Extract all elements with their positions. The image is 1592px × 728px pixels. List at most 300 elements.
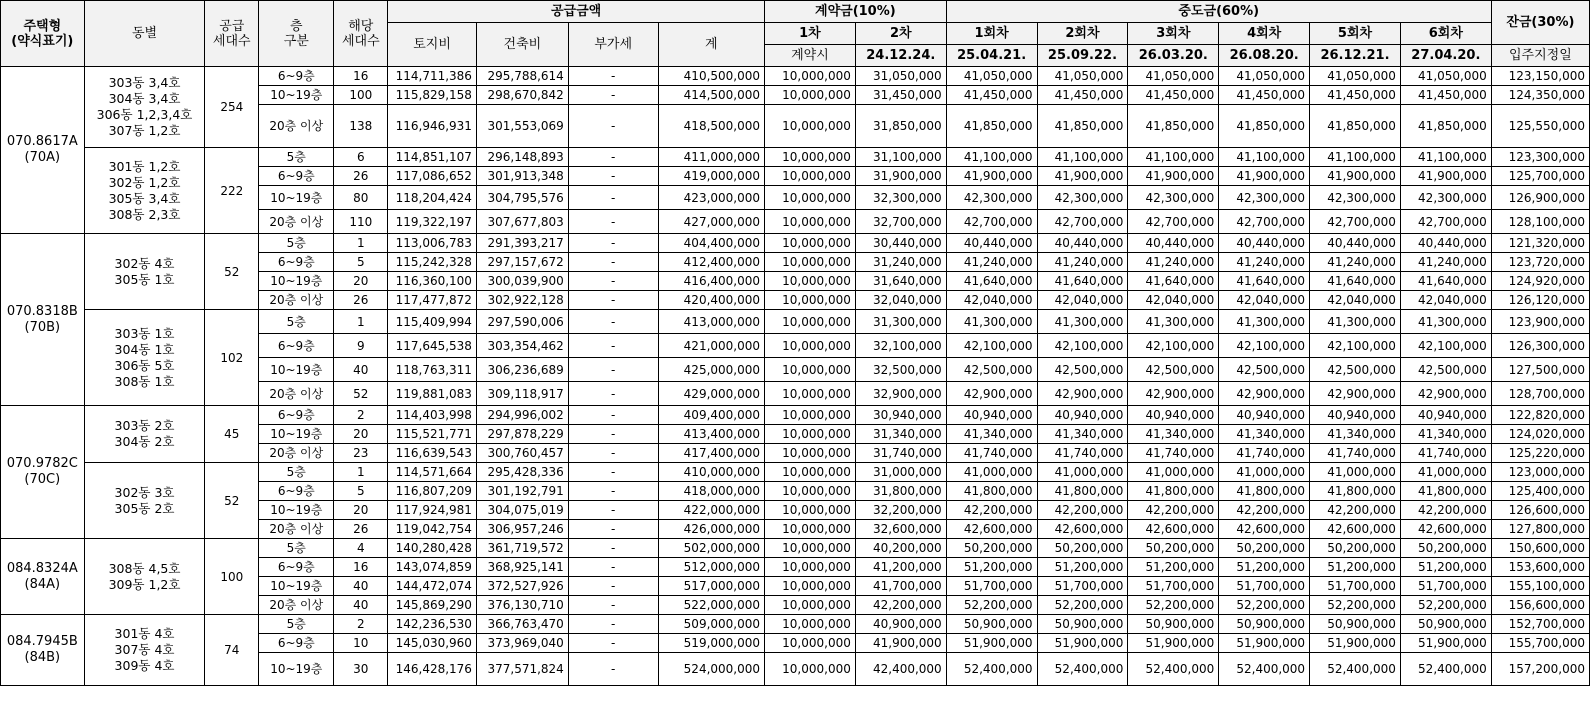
middle-round-1-cell: 41,740,000 bbox=[946, 444, 1037, 463]
floor-cell: 10~19층 bbox=[259, 425, 334, 444]
middle-round-1-cell: 41,300,000 bbox=[946, 310, 1037, 334]
middle-round-2-cell: 52,400,000 bbox=[1037, 653, 1128, 686]
header-middle-round-1: 1회차 bbox=[946, 23, 1037, 45]
floor-cell: 10~19층 bbox=[259, 653, 334, 686]
header-supply-price: 공급금액 bbox=[388, 1, 765, 23]
total-price-cell: 404,400,000 bbox=[658, 234, 764, 253]
header-total: 계 bbox=[658, 23, 764, 67]
deposit-1-cell: 10,000,000 bbox=[765, 253, 856, 272]
deposit-1-cell: 10,000,000 bbox=[765, 358, 856, 382]
land-cost-cell: 144,472,074 bbox=[388, 577, 477, 596]
header-units: 해당 세대수 bbox=[334, 1, 388, 67]
deposit-1-cell: 10,000,000 bbox=[765, 234, 856, 253]
middle-round-6-cell: 41,900,000 bbox=[1400, 167, 1491, 186]
floor-cell: 20층 이상 bbox=[259, 105, 334, 148]
middle-round-6-cell: 42,200,000 bbox=[1400, 501, 1491, 520]
middle-round-4-cell: 41,340,000 bbox=[1219, 425, 1310, 444]
table-row bbox=[1, 310, 1590, 334]
units-cell: 52 bbox=[334, 382, 388, 406]
deposit-2-cell: 32,200,000 bbox=[855, 501, 946, 520]
floor-cell: 20층 이상 bbox=[259, 520, 334, 539]
middle-round-1-cell: 52,200,000 bbox=[946, 596, 1037, 615]
units-cell: 26 bbox=[334, 291, 388, 310]
units-cell: 110 bbox=[334, 210, 388, 234]
deposit-2-cell: 40,900,000 bbox=[855, 615, 946, 634]
vat-cell: - bbox=[568, 444, 658, 463]
supply-units-cell: 222 bbox=[205, 148, 259, 234]
land-cost-cell: 114,571,664 bbox=[388, 463, 477, 482]
units-cell: 20 bbox=[334, 501, 388, 520]
total-price-cell: 410,500,000 bbox=[658, 67, 764, 86]
middle-round-5-cell: 41,100,000 bbox=[1310, 148, 1401, 167]
middle-round-5-cell: 51,900,000 bbox=[1310, 634, 1401, 653]
deposit-2-cell: 31,340,000 bbox=[855, 425, 946, 444]
dong-item: 309동 1,2호 bbox=[108, 576, 181, 592]
units-cell: 80 bbox=[334, 186, 388, 210]
middle-round-5-cell: 41,900,000 bbox=[1310, 167, 1401, 186]
middle-round-6-cell: 51,900,000 bbox=[1400, 634, 1491, 653]
middle-round-5-cell: 42,900,000 bbox=[1310, 382, 1401, 406]
floor-cell: 5층 bbox=[259, 234, 334, 253]
building-cost-cell: 366,763,470 bbox=[476, 615, 568, 634]
units-cell: 5 bbox=[334, 482, 388, 501]
middle-round-2-cell: 41,740,000 bbox=[1037, 444, 1128, 463]
total-price-cell: 522,000,000 bbox=[658, 596, 764, 615]
deposit-2-cell: 42,200,000 bbox=[855, 596, 946, 615]
middle-round-6-cell: 41,740,000 bbox=[1400, 444, 1491, 463]
middle-round-3-cell: 50,900,000 bbox=[1128, 615, 1219, 634]
land-cost-cell: 118,204,424 bbox=[388, 186, 477, 210]
floor-cell: 6~9층 bbox=[259, 67, 334, 86]
table-row bbox=[1, 148, 1590, 167]
supply-units-cell: 45 bbox=[205, 406, 259, 463]
middle-round-6-cell: 41,100,000 bbox=[1400, 148, 1491, 167]
land-cost-cell: 140,280,428 bbox=[388, 539, 477, 558]
building-cost-cell: 306,957,246 bbox=[476, 520, 568, 539]
units-cell: 26 bbox=[334, 520, 388, 539]
middle-round-1-cell: 50,900,000 bbox=[946, 615, 1037, 634]
deposit-1-cell: 10,000,000 bbox=[765, 186, 856, 210]
building-cost-cell: 300,760,457 bbox=[476, 444, 568, 463]
floor-cell: 5층 bbox=[259, 148, 334, 167]
floor-cell: 6~9층 bbox=[259, 482, 334, 501]
dong-item: 303동 1호 bbox=[114, 325, 175, 341]
middle-round-5-cell: 41,450,000 bbox=[1310, 86, 1401, 105]
floor-cell: 20층 이상 bbox=[259, 444, 334, 463]
vat-cell: - bbox=[568, 406, 658, 425]
balance-cell: 155,100,000 bbox=[1491, 577, 1589, 596]
land-cost-cell: 115,829,158 bbox=[388, 86, 477, 105]
building-cost-cell: 309,118,917 bbox=[476, 382, 568, 406]
middle-round-2-cell: 41,340,000 bbox=[1037, 425, 1128, 444]
balance-cell: 127,500,000 bbox=[1491, 358, 1589, 382]
building-cost-cell: 302,922,128 bbox=[476, 291, 568, 310]
middle-round-2-cell: 41,100,000 bbox=[1037, 148, 1128, 167]
dong-item: 304동 1호 bbox=[114, 341, 175, 357]
dong-item: 302동 4호 bbox=[114, 255, 175, 271]
building-cost-cell: 297,590,006 bbox=[476, 310, 568, 334]
deposit-2-cell: 31,240,000 bbox=[855, 253, 946, 272]
total-price-cell: 519,000,000 bbox=[658, 634, 764, 653]
middle-round-6-cell: 42,300,000 bbox=[1400, 186, 1491, 210]
middle-round-2-cell: 41,050,000 bbox=[1037, 67, 1128, 86]
deposit-1-cell: 10,000,000 bbox=[765, 210, 856, 234]
dong-item: 307동 1,2호 bbox=[108, 123, 181, 138]
middle-round-3-cell: 51,200,000 bbox=[1128, 558, 1219, 577]
middle-round-1-cell: 41,100,000 bbox=[946, 148, 1037, 167]
housing-type-cell bbox=[1, 615, 85, 686]
building-cost-cell: 368,925,141 bbox=[476, 558, 568, 577]
land-cost-cell: 117,924,981 bbox=[388, 501, 477, 520]
deposit-2-cell: 31,850,000 bbox=[855, 105, 946, 148]
deposit-2-cell: 41,200,000 bbox=[855, 558, 946, 577]
middle-round-5-cell: 41,340,000 bbox=[1310, 425, 1401, 444]
middle-round-2-cell: 51,200,000 bbox=[1037, 558, 1128, 577]
housing-type-label: 084.7945B bbox=[6, 634, 78, 649]
vat-cell: - bbox=[568, 291, 658, 310]
balance-cell: 123,300,000 bbox=[1491, 148, 1589, 167]
vat-cell: - bbox=[568, 425, 658, 444]
middle-round-5-cell: 42,040,000 bbox=[1310, 291, 1401, 310]
deposit-2-cell: 30,440,000 bbox=[855, 234, 946, 253]
vat-cell: - bbox=[568, 253, 658, 272]
middle-round-3-cell: 41,740,000 bbox=[1128, 444, 1219, 463]
middle-round-1-cell: 42,100,000 bbox=[946, 334, 1037, 358]
middle-round-4-cell: 41,000,000 bbox=[1219, 463, 1310, 482]
middle-round-2-cell: 52,200,000 bbox=[1037, 596, 1128, 615]
dong-list-cell bbox=[84, 310, 205, 406]
building-cost-cell: 294,996,002 bbox=[476, 406, 568, 425]
floor-cell: 10~19층 bbox=[259, 501, 334, 520]
floor-cell: 20층 이상 bbox=[259, 382, 334, 406]
vat-cell: - bbox=[568, 482, 658, 501]
header-floor: 층 구분 bbox=[259, 1, 334, 67]
land-cost-cell: 117,645,538 bbox=[388, 334, 477, 358]
middle-round-6-cell: 41,050,000 bbox=[1400, 67, 1491, 86]
middle-round-3-cell: 42,600,000 bbox=[1128, 520, 1219, 539]
floor-cell: 6~9층 bbox=[259, 406, 334, 425]
land-cost-cell: 117,477,872 bbox=[388, 291, 477, 310]
units-cell: 1 bbox=[334, 310, 388, 334]
balance-cell: 126,900,000 bbox=[1491, 186, 1589, 210]
dong-item: 307동 4호 bbox=[114, 642, 175, 657]
deposit-2-cell: 32,900,000 bbox=[855, 382, 946, 406]
units-cell: 26 bbox=[334, 167, 388, 186]
balance-cell: 125,400,000 bbox=[1491, 482, 1589, 501]
middle-round-1-cell: 41,240,000 bbox=[946, 253, 1037, 272]
middle-round-4-cell: 52,200,000 bbox=[1219, 596, 1310, 615]
total-price-cell: 412,400,000 bbox=[658, 253, 764, 272]
deposit-1-cell: 10,000,000 bbox=[765, 539, 856, 558]
floor-cell: 5층 bbox=[259, 463, 334, 482]
table-row bbox=[1, 463, 1590, 482]
deposit-2-cell: 31,100,000 bbox=[855, 148, 946, 167]
units-cell: 10 bbox=[334, 634, 388, 653]
deposit-1-cell: 10,000,000 bbox=[765, 501, 856, 520]
balance-cell: 124,920,000 bbox=[1491, 272, 1589, 291]
middle-round-2-cell: 51,700,000 bbox=[1037, 577, 1128, 596]
floor-cell: 5층 bbox=[259, 615, 334, 634]
middle-round-4-cell: 41,240,000 bbox=[1219, 253, 1310, 272]
floor-cell: 10~19층 bbox=[259, 186, 334, 210]
middle-round-5-cell: 40,440,000 bbox=[1310, 234, 1401, 253]
land-cost-cell: 116,360,100 bbox=[388, 272, 477, 291]
floor-cell: 6~9층 bbox=[259, 634, 334, 653]
building-cost-cell: 301,913,348 bbox=[476, 167, 568, 186]
deposit-2-cell: 31,640,000 bbox=[855, 272, 946, 291]
dong-item: 302동 1,2호 bbox=[108, 174, 181, 190]
middle-round-2-cell: 51,900,000 bbox=[1037, 634, 1128, 653]
middle-round-4-cell: 51,200,000 bbox=[1219, 558, 1310, 577]
deposit-2-cell: 32,040,000 bbox=[855, 291, 946, 310]
supply-units-cell: 100 bbox=[205, 539, 259, 615]
middle-round-6-cell: 40,940,000 bbox=[1400, 406, 1491, 425]
deposit-1-cell: 10,000,000 bbox=[765, 310, 856, 334]
vat-cell: - bbox=[568, 272, 658, 291]
middle-round-3-cell: 41,300,000 bbox=[1128, 310, 1219, 334]
deposit-1-cell: 10,000,000 bbox=[765, 463, 856, 482]
vat-cell: - bbox=[568, 358, 658, 382]
middle-round-1-cell: 51,700,000 bbox=[946, 577, 1037, 596]
middle-round-2-cell: 42,900,000 bbox=[1037, 382, 1128, 406]
vat-cell: - bbox=[568, 86, 658, 105]
middle-round-3-cell: 40,940,000 bbox=[1128, 406, 1219, 425]
deposit-1-cell: 10,000,000 bbox=[765, 105, 856, 148]
total-price-cell: 416,400,000 bbox=[658, 272, 764, 291]
dong-item: 308동 2,3호 bbox=[108, 206, 181, 222]
middle-round-4-cell: 41,100,000 bbox=[1219, 148, 1310, 167]
middle-round-3-cell: 42,700,000 bbox=[1128, 210, 1219, 234]
building-cost-cell: 297,878,229 bbox=[476, 425, 568, 444]
header-middle-date-1: 25.04.21. bbox=[946, 45, 1037, 67]
middle-round-4-cell: 42,900,000 bbox=[1219, 382, 1310, 406]
middle-round-1-cell: 42,600,000 bbox=[946, 520, 1037, 539]
housing-type-label: (70B) bbox=[24, 319, 61, 335]
deposit-2-cell: 31,050,000 bbox=[855, 67, 946, 86]
units-cell: 30 bbox=[334, 653, 388, 686]
deposit-1-cell: 10,000,000 bbox=[765, 482, 856, 501]
building-cost-cell: 372,527,926 bbox=[476, 577, 568, 596]
deposit-1-cell: 10,000,000 bbox=[765, 406, 856, 425]
middle-round-4-cell: 41,450,000 bbox=[1219, 86, 1310, 105]
middle-round-5-cell: 42,600,000 bbox=[1310, 520, 1401, 539]
total-price-cell: 417,400,000 bbox=[658, 444, 764, 463]
building-cost-cell: 361,719,572 bbox=[476, 539, 568, 558]
land-cost-cell: 142,236,530 bbox=[388, 615, 477, 634]
header-building: 건축비 bbox=[476, 23, 568, 67]
middle-round-1-cell: 42,200,000 bbox=[946, 501, 1037, 520]
balance-cell: 126,300,000 bbox=[1491, 334, 1589, 358]
balance-cell: 126,600,000 bbox=[1491, 501, 1589, 520]
header-middle-date-4: 26.08.20. bbox=[1219, 45, 1310, 67]
middle-round-3-cell: 41,340,000 bbox=[1128, 425, 1219, 444]
vat-cell: - bbox=[568, 634, 658, 653]
middle-round-4-cell: 41,800,000 bbox=[1219, 482, 1310, 501]
floor-cell: 10~19층 bbox=[259, 272, 334, 291]
middle-round-5-cell: 41,800,000 bbox=[1310, 482, 1401, 501]
supply-units-cell: 254 bbox=[205, 67, 259, 148]
floor-cell: 6~9층 bbox=[259, 253, 334, 272]
middle-round-3-cell: 41,800,000 bbox=[1128, 482, 1219, 501]
units-cell: 6 bbox=[334, 148, 388, 167]
middle-round-5-cell: 41,850,000 bbox=[1310, 105, 1401, 148]
land-cost-cell: 119,322,197 bbox=[388, 210, 477, 234]
units-cell: 5 bbox=[334, 253, 388, 272]
floor-cell: 10~19층 bbox=[259, 358, 334, 382]
middle-round-6-cell: 41,300,000 bbox=[1400, 310, 1491, 334]
deposit-1-cell: 10,000,000 bbox=[765, 167, 856, 186]
middle-round-3-cell: 42,100,000 bbox=[1128, 334, 1219, 358]
middle-round-4-cell: 42,300,000 bbox=[1219, 186, 1310, 210]
floor-cell: 10~19층 bbox=[259, 577, 334, 596]
middle-round-3-cell: 41,850,000 bbox=[1128, 105, 1219, 148]
land-cost-cell: 117,086,652 bbox=[388, 167, 477, 186]
middle-round-5-cell: 51,700,000 bbox=[1310, 577, 1401, 596]
building-cost-cell: 307,677,803 bbox=[476, 210, 568, 234]
middle-round-6-cell: 52,400,000 bbox=[1400, 653, 1491, 686]
total-price-cell: 413,000,000 bbox=[658, 310, 764, 334]
total-price-cell: 502,000,000 bbox=[658, 539, 764, 558]
vat-cell: - bbox=[568, 67, 658, 86]
vat-cell: - bbox=[568, 615, 658, 634]
middle-round-1-cell: 41,450,000 bbox=[946, 86, 1037, 105]
vat-cell: - bbox=[568, 539, 658, 558]
middle-round-2-cell: 40,440,000 bbox=[1037, 234, 1128, 253]
land-cost-cell: 113,006,783 bbox=[388, 234, 477, 253]
total-price-cell: 410,000,000 bbox=[658, 463, 764, 482]
deposit-2-cell: 31,800,000 bbox=[855, 482, 946, 501]
balance-cell: 152,700,000 bbox=[1491, 615, 1589, 634]
units-cell: 23 bbox=[334, 444, 388, 463]
middle-round-6-cell: 42,040,000 bbox=[1400, 291, 1491, 310]
middle-round-4-cell: 50,900,000 bbox=[1219, 615, 1310, 634]
dong-item: 303동 3,4호 bbox=[108, 75, 181, 90]
middle-round-1-cell: 52,400,000 bbox=[946, 653, 1037, 686]
units-cell: 20 bbox=[334, 425, 388, 444]
deposit-1-cell: 10,000,000 bbox=[765, 596, 856, 615]
deposit-1-cell: 10,000,000 bbox=[765, 86, 856, 105]
middle-round-4-cell: 42,600,000 bbox=[1219, 520, 1310, 539]
housing-type-cell bbox=[1, 406, 85, 539]
middle-round-4-cell: 51,900,000 bbox=[1219, 634, 1310, 653]
building-cost-cell: 377,571,824 bbox=[476, 653, 568, 686]
vat-cell: - bbox=[568, 463, 658, 482]
total-price-cell: 425,000,000 bbox=[658, 358, 764, 382]
dong-item: 301동 4호 bbox=[114, 626, 175, 641]
middle-round-2-cell: 41,450,000 bbox=[1037, 86, 1128, 105]
middle-round-3-cell: 40,440,000 bbox=[1128, 234, 1219, 253]
middle-round-4-cell: 42,500,000 bbox=[1219, 358, 1310, 382]
header-middle-round-4: 4회차 bbox=[1219, 23, 1310, 45]
header-middle-payment: 중도금(60%) bbox=[946, 1, 1491, 23]
dong-item: 304동 2호 bbox=[114, 434, 175, 449]
middle-round-2-cell: 42,700,000 bbox=[1037, 210, 1128, 234]
land-cost-cell: 145,869,290 bbox=[388, 596, 477, 615]
deposit-1-cell: 10,000,000 bbox=[765, 425, 856, 444]
middle-round-4-cell: 42,200,000 bbox=[1219, 501, 1310, 520]
middle-round-6-cell: 40,440,000 bbox=[1400, 234, 1491, 253]
total-price-cell: 413,400,000 bbox=[658, 425, 764, 444]
middle-round-3-cell: 51,700,000 bbox=[1128, 577, 1219, 596]
header-balance-date: 입주지정일 bbox=[1491, 45, 1589, 67]
units-cell: 40 bbox=[334, 577, 388, 596]
units-cell: 1 bbox=[334, 234, 388, 253]
middle-round-3-cell: 41,640,000 bbox=[1128, 272, 1219, 291]
middle-round-6-cell: 52,200,000 bbox=[1400, 596, 1491, 615]
building-cost-cell: 304,795,576 bbox=[476, 186, 568, 210]
middle-round-3-cell: 41,050,000 bbox=[1128, 67, 1219, 86]
land-cost-cell: 115,242,328 bbox=[388, 253, 477, 272]
middle-round-3-cell: 52,400,000 bbox=[1128, 653, 1219, 686]
middle-round-1-cell: 41,050,000 bbox=[946, 67, 1037, 86]
dong-list-cell bbox=[84, 463, 205, 539]
middle-round-4-cell: 40,440,000 bbox=[1219, 234, 1310, 253]
deposit-1-cell: 10,000,000 bbox=[765, 148, 856, 167]
middle-round-1-cell: 42,040,000 bbox=[946, 291, 1037, 310]
middle-round-2-cell: 41,900,000 bbox=[1037, 167, 1128, 186]
balance-cell: 128,100,000 bbox=[1491, 210, 1589, 234]
deposit-2-cell: 32,100,000 bbox=[855, 334, 946, 358]
vat-cell: - bbox=[568, 501, 658, 520]
deposit-2-cell: 31,450,000 bbox=[855, 86, 946, 105]
middle-round-3-cell: 51,900,000 bbox=[1128, 634, 1219, 653]
building-cost-cell: 303,354,462 bbox=[476, 334, 568, 358]
deposit-1-cell: 10,000,000 bbox=[765, 272, 856, 291]
land-cost-cell: 116,807,209 bbox=[388, 482, 477, 501]
dong-item: 302동 3호 bbox=[114, 484, 175, 500]
deposit-2-cell: 31,300,000 bbox=[855, 310, 946, 334]
middle-round-3-cell: 41,240,000 bbox=[1128, 253, 1219, 272]
deposit-2-cell: 32,300,000 bbox=[855, 186, 946, 210]
dong-item: 306동 5호 bbox=[114, 357, 175, 373]
total-price-cell: 512,000,000 bbox=[658, 558, 764, 577]
deposit-1-cell: 10,000,000 bbox=[765, 615, 856, 634]
total-price-cell: 422,000,000 bbox=[658, 501, 764, 520]
deposit-1-cell: 10,000,000 bbox=[765, 382, 856, 406]
balance-cell: 150,600,000 bbox=[1491, 539, 1589, 558]
supply-units-cell: 102 bbox=[205, 310, 259, 406]
middle-round-5-cell: 41,050,000 bbox=[1310, 67, 1401, 86]
middle-round-6-cell: 50,900,000 bbox=[1400, 615, 1491, 634]
middle-round-4-cell: 52,400,000 bbox=[1219, 653, 1310, 686]
middle-round-4-cell: 40,940,000 bbox=[1219, 406, 1310, 425]
total-price-cell: 423,000,000 bbox=[658, 186, 764, 210]
deposit-2-cell: 32,600,000 bbox=[855, 520, 946, 539]
land-cost-cell: 116,639,543 bbox=[388, 444, 477, 463]
middle-round-1-cell: 51,200,000 bbox=[946, 558, 1037, 577]
land-cost-cell: 114,851,107 bbox=[388, 148, 477, 167]
building-cost-cell: 297,157,672 bbox=[476, 253, 568, 272]
middle-round-5-cell: 52,200,000 bbox=[1310, 596, 1401, 615]
middle-round-5-cell: 41,740,000 bbox=[1310, 444, 1401, 463]
balance-cell: 126,120,000 bbox=[1491, 291, 1589, 310]
floor-cell: 20층 이상 bbox=[259, 291, 334, 310]
middle-round-6-cell: 41,850,000 bbox=[1400, 105, 1491, 148]
dong-list-cell bbox=[84, 615, 205, 686]
supply-units-cell: 52 bbox=[205, 463, 259, 539]
middle-round-2-cell: 41,300,000 bbox=[1037, 310, 1128, 334]
floor-cell: 6~9층 bbox=[259, 167, 334, 186]
vat-cell: - bbox=[568, 520, 658, 539]
deposit-1-cell: 10,000,000 bbox=[765, 634, 856, 653]
header-deposit-1: 1차 bbox=[765, 23, 856, 45]
total-price-cell: 409,400,000 bbox=[658, 406, 764, 425]
deposit-1-cell: 10,000,000 bbox=[765, 520, 856, 539]
middle-round-6-cell: 41,800,000 bbox=[1400, 482, 1491, 501]
middle-round-3-cell: 42,900,000 bbox=[1128, 382, 1219, 406]
header-land: 토지비 bbox=[388, 23, 477, 67]
units-cell: 40 bbox=[334, 596, 388, 615]
